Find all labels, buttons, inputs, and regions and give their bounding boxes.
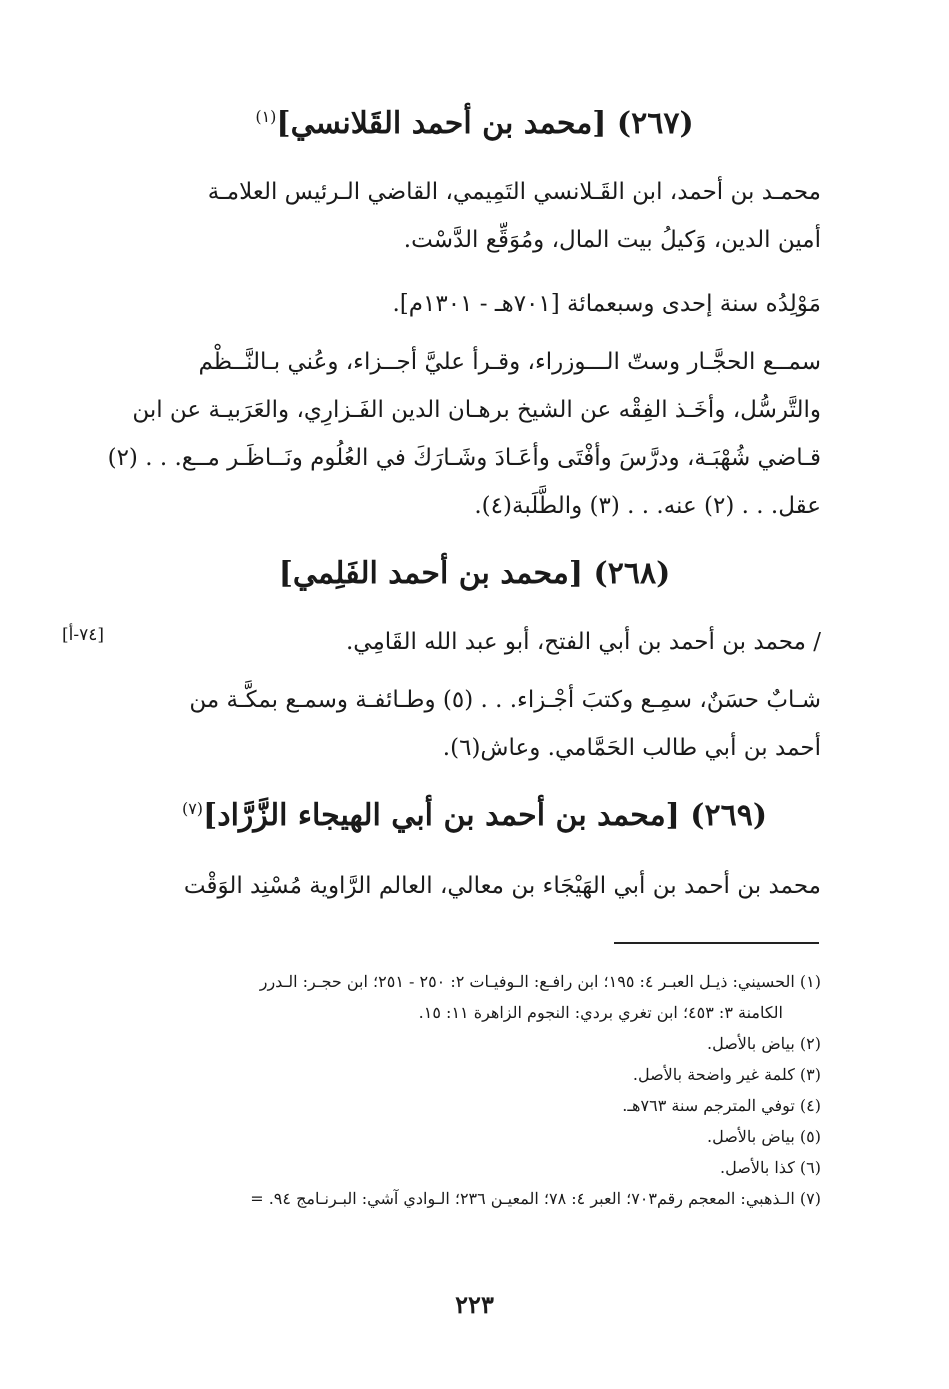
- footnote: (٧) الـذهبي: المعجم رقم٧٠٣؛ العبر ٤: ٧٨؛ المعيـن ٢٣٦؛ الـوادي آشي: البـرنـامج ٩٤. =: [250, 1189, 821, 1208]
- entry-267-studies: [107, 338, 821, 530]
- entry-267-bio: [128, 168, 821, 264]
- entry-268-bio: [128, 676, 821, 772]
- page-number: ٢٢٣: [455, 1290, 494, 1319]
- text-line: والتَّرسُّل، وأخَـذ الفِقْه عن الشيخ برهـان الدين الفَـزارِي، والعَرَبيـة عن ابن: [132, 397, 821, 423]
- footnotes: [128, 966, 821, 1214]
- text-line: أمين الدين، وَكيلُ بيت المال، ومُوَقِّع الدَّسْت.: [403, 227, 821, 253]
- entry-heading-267-text: (٢٦٧) [محمد بن أحمد القَلانسي]: [276, 106, 694, 141]
- text-line: سمــع الحجَّـار وستّ الـــوزراء، وقـرأ عليَّ أجــزاء، وعُني بـالنَّــظْم: [198, 349, 821, 375]
- entry-heading-267: [130, 106, 819, 141]
- entry-269-bio: [128, 862, 821, 910]
- entry-heading-269-note: (٧): [181, 799, 204, 818]
- entry-heading-269-text: (٢٦٩) [محمد بن أحمد بن أبي الهيجاء الزَّرَّاد]: [203, 798, 768, 833]
- footnote-separator: [614, 942, 819, 944]
- text-line: عقل. . . (٢) عنه. . . (٣) والطَّلَبة(٤).: [474, 493, 821, 519]
- footnote: (٦) كذا بالأصل.: [720, 1158, 821, 1177]
- entry-267-birth: [128, 280, 821, 328]
- entry-heading-267-note: (١): [255, 107, 277, 126]
- footnote: (٣) كلمة غير واضحة بالأصل.: [632, 1065, 821, 1084]
- footnote: (٤) توفي المترجم سنة ٧٦٣هـ.: [622, 1096, 821, 1115]
- entry-heading-269: [130, 798, 819, 833]
- footnote: (٥) بياض بالأصل.: [707, 1127, 821, 1146]
- text-line: أحمد بن أبي طالب الحَمَّامي. وعاش(٦).: [442, 735, 821, 761]
- text-line: محمد بن أحمد بن أبي الهَيْجَاء بن معالي، العالم الرَّاوية مُسْنِد الوَقْت: [183, 873, 821, 899]
- text-line: محمـد بن أحمد، ابن القَـلانسي التَمِيمي، القاضي الـرئيس العلامـة: [207, 179, 821, 205]
- footnote: (٢) بياض بالأصل.: [707, 1034, 821, 1053]
- manuscript-folio-marker: [٧٤-أ]: [62, 625, 105, 645]
- text-line: مَوْلِدُه سنة إحدى وسبعمائة [٧٠١هـ - ١٣٠١م].: [392, 291, 821, 317]
- entry-heading-268-text: (٢٦٨) [محمد بن أحمد الفَلِمي]: [278, 556, 671, 591]
- text-line: قـاضي شُهْبَـة، ودرَّسَ وأفْتَى وأعَـادَ وشَـارَكَ في العُلُوم ونَــاظَـر مــع. . . (٢): [107, 445, 821, 471]
- entry-heading-268: [130, 556, 819, 591]
- text-line: شـابٌ حسَنٌ، سمِـع وكتبَ أجْـزاء. . . (٥) وطـائفـة وسمـع بمكَّـة من: [189, 687, 821, 713]
- footnote: (١) الحسيني: ذيـل العبـر ٤: ١٩٥؛ ابن رافـع: الـوفيـات ٢: ٢٥٠ - ٢٥١؛ ابن حجـر: الـدرر: [259, 972, 821, 991]
- text-line: / محمد بن أحمد بن أبي الفتح، أبو عبد الله القَامِي.: [346, 629, 821, 655]
- entry-268-name: [128, 618, 821, 666]
- footnote-continuation: الكامنة ٣: ٤٥٣؛ ابن تغري بردي: النجوم الزاهرة ١١: ١٥.: [418, 1003, 783, 1022]
